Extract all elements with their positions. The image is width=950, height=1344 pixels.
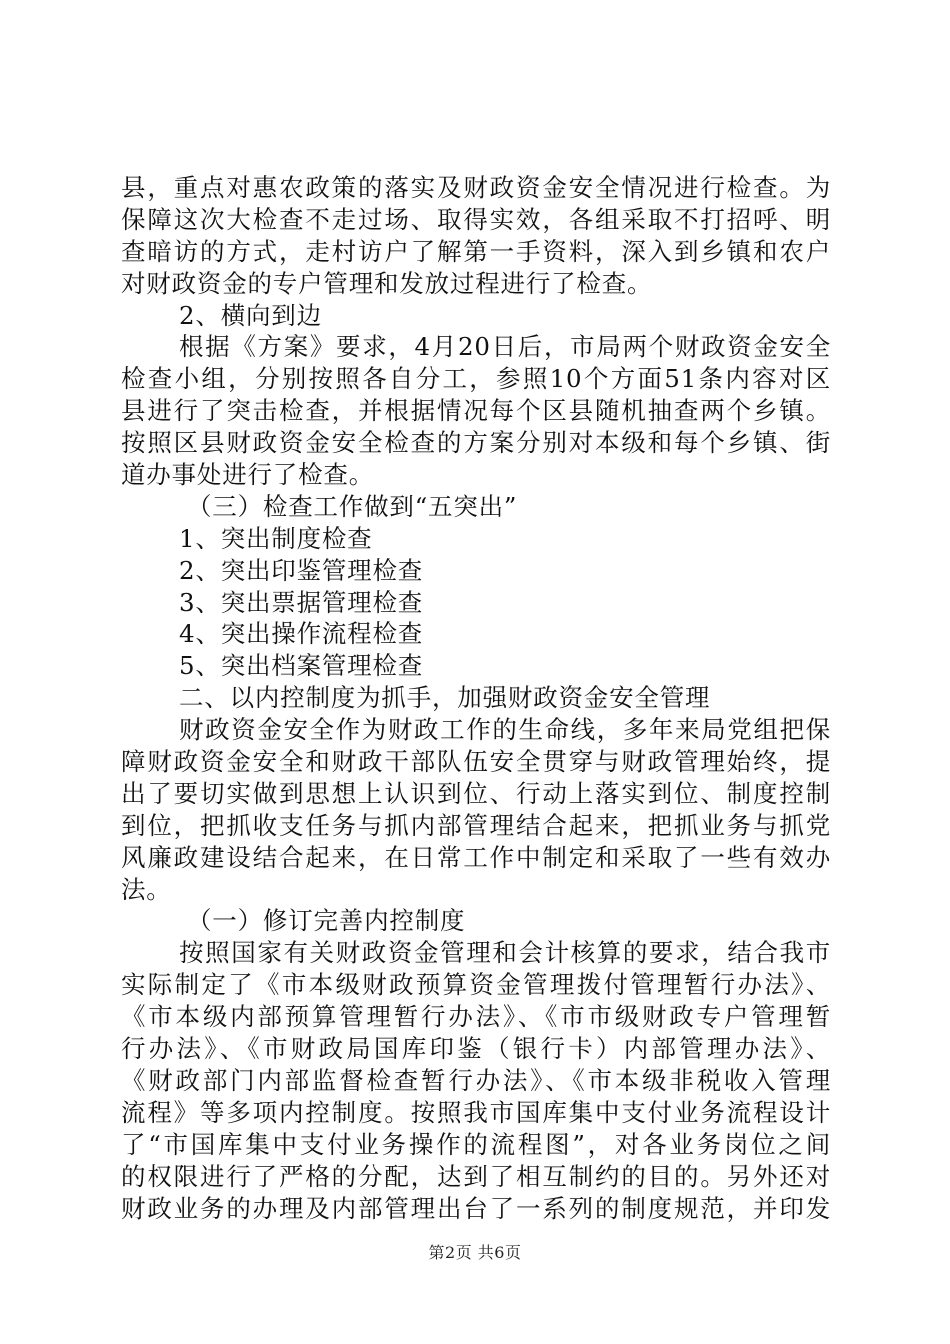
text-line: 保障这次大检查不走过场、取得实效，各组采取不打招呼、明	[121, 204, 831, 234]
text-line: 出了要切实做到思想上认识到位、行动上落实到位、制度控制	[121, 778, 831, 808]
text-line: 检查小组，分别按照各自分工，参照10个方面51条内容对区	[121, 364, 831, 394]
text-line: 根据《方案》要求，4月20日后，市局两个财政资金安全	[179, 332, 831, 362]
section-heading: 二、以内控制度为抓手，加强财政资金安全管理	[179, 683, 711, 713]
text-line: 县，重点对惠农政策的落实及财政资金安全情况进行检查。为	[121, 173, 831, 202]
list-item: 5、突出档案管理检查	[179, 651, 424, 681]
text-line: 财政资金安全作为财政工作的生命线，多年来局党组把保	[179, 715, 831, 745]
text-line: 的权限进行了严格的分配，达到了相互制约的目的。另外还对	[121, 1161, 831, 1191]
page-number: 第2页 共6页	[428, 1243, 522, 1262]
list-item: 3、突出票据管理检查	[179, 587, 424, 617]
text-line: 流程》等多项内控制度。按照我市国库集中支付业务流程设计	[121, 1097, 831, 1127]
document-body	[121, 172, 831, 1224]
text-line: 行办法》、《市财政局国库印鉴（银行卡）内部管理办法》、	[121, 1034, 831, 1064]
text-line: 《市本级内部预算管理暂行办法》、《市市级财政专户管理暂	[121, 1002, 831, 1032]
text-line: 障财政资金安全和财政干部队伍安全贯穿与财政管理始终，提	[121, 747, 831, 777]
text-line: 《财政部门内部监督检查暂行办法》、《市本级非税收入管理	[121, 1065, 831, 1095]
text-line: 法。	[121, 874, 172, 904]
text-line: 县进行了突击检查，并根据情况每个区县随机抽查两个乡镇。	[121, 396, 831, 426]
list-item: 1、突出制度检查	[179, 523, 373, 553]
text-line: 实际制定了《市本级财政预算资金管理拨付管理暂行办法》、	[121, 970, 831, 1000]
text-line: 风廉政建设结合起来，在日常工作中制定和采取了一些有效办	[121, 842, 831, 872]
text-line: 对财政资金的专户管理和发放过程进行了检查。	[121, 268, 653, 298]
text-line: 按照区县财政资金安全检查的方案分别对本级和每个乡镇、街	[121, 428, 831, 458]
list-item: 4、突出操作流程检查	[179, 619, 424, 649]
text-line: 财政业务的办理及内部管理出台了一系列的制度规范，并印发	[121, 1193, 831, 1223]
text-line: 到位，把抓收支任务与抓内部管理结合起来，把抓业务与抓党	[121, 810, 831, 840]
text-line: 按照国家有关财政资金管理和会计核算的要求，结合我市	[179, 938, 831, 968]
list-item: 2、突出印鉴管理检查	[179, 555, 424, 585]
text-line: 了“市国库集中支付业务操作的流程图”，对各业务岗位之间	[121, 1129, 831, 1159]
section-heading: （一）修订完善内控制度	[187, 906, 466, 936]
text-line: 道办事处进行了检查。	[121, 460, 374, 490]
section-heading: 2、横向到边	[179, 300, 322, 330]
section-heading: （三）检查工作做到“五突出”	[187, 491, 518, 521]
text-line: 查暗访的方式，走村访户了解第一手资料，深入到乡镇和农户	[121, 236, 831, 266]
